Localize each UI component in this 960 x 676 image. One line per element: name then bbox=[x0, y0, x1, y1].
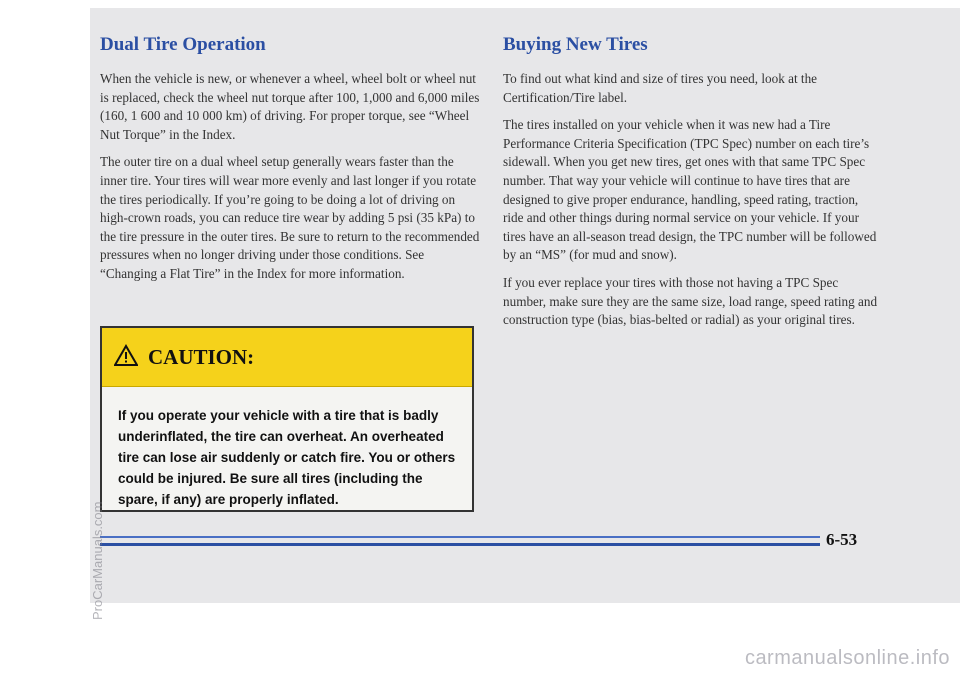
footer-rule-thick bbox=[100, 543, 820, 546]
buying-tires-paragraph-2: The tires installed on your vehicle when it was new had a Tire Performance Criteria Specification (TPC Spec) number on each tire’s sidewall. When you get new tires, get ones with that same TPC Spec number. That way your vehicle will continue to have tires that are designed to give proper endurance, handling, speed rating, traction, ride and other things during normal service on your vehicle. If your tires have an all-season tread design, the TPC number will be followed by an “MS” (for mud and snow). bbox=[503, 117, 877, 263]
caution-title: CAUTION: bbox=[148, 344, 255, 369]
vertical-watermark: ProCarManuals.com bbox=[90, 501, 105, 620]
bottom-watermark: carmanualsonline.info bbox=[744, 647, 950, 669]
dual-tire-heading: Dual Tire Operation bbox=[100, 34, 266, 55]
buying-tires-paragraph-1: To find out what kind and size of tires you need, look at the Certification/Tire label. bbox=[503, 71, 818, 105]
warning-triangle-icon bbox=[114, 344, 138, 371]
footer-rule bbox=[100, 534, 820, 550]
left-column bbox=[100, 34, 480, 293]
page-number: 6-53 bbox=[826, 530, 858, 549]
buying-tires-paragraph-3: If you ever replace your tires with those not having a TPC Spec number, make sure they are the same size, load range, speed rating and construction type (bias, bias-belted or radial) as your original tires. bbox=[503, 274, 878, 328]
right-column bbox=[503, 34, 881, 339]
buying-tires-heading: Buying New Tires bbox=[503, 34, 648, 55]
caution-header bbox=[102, 328, 472, 387]
footer-rule-thin bbox=[100, 536, 820, 538]
caution-box bbox=[100, 326, 474, 512]
caution-text: If you operate your vehicle with a tire that is badly underinflated, the tire can overheat. An overheated tire can lose air suddenly or catch fire. You or others could be injured. Be sure all tires (including the spare, if any) are properly inflated. bbox=[118, 408, 456, 507]
dual-tire-paragraph-1: When the vehicle is new, or whenever a wheel, wheel bolt or wheel nut is replaced, check the wheel nut torque after 100, 1,000 and 6,000 miles (160, 1 600 and 10 000 km) of driving. For proper torque, see “Wheel Nut Torque” in the Index. bbox=[100, 71, 480, 142]
dual-tire-paragraph-2: The outer tire on a dual wheel setup generally wears faster than the inner tire. Your tires will wear more evenly and last longer if you rotate the tires periodically. If you’re going to be doing a lot of driving on high-crown roads, you can reduce tire wear by adding 5 psi (35 kPa) to the tire pressure in the outer tires. Be sure to return to the recommended pressures when no longer driving under those conditions. See “Changing a Flat Tire” in the Index for more information. bbox=[100, 154, 480, 281]
